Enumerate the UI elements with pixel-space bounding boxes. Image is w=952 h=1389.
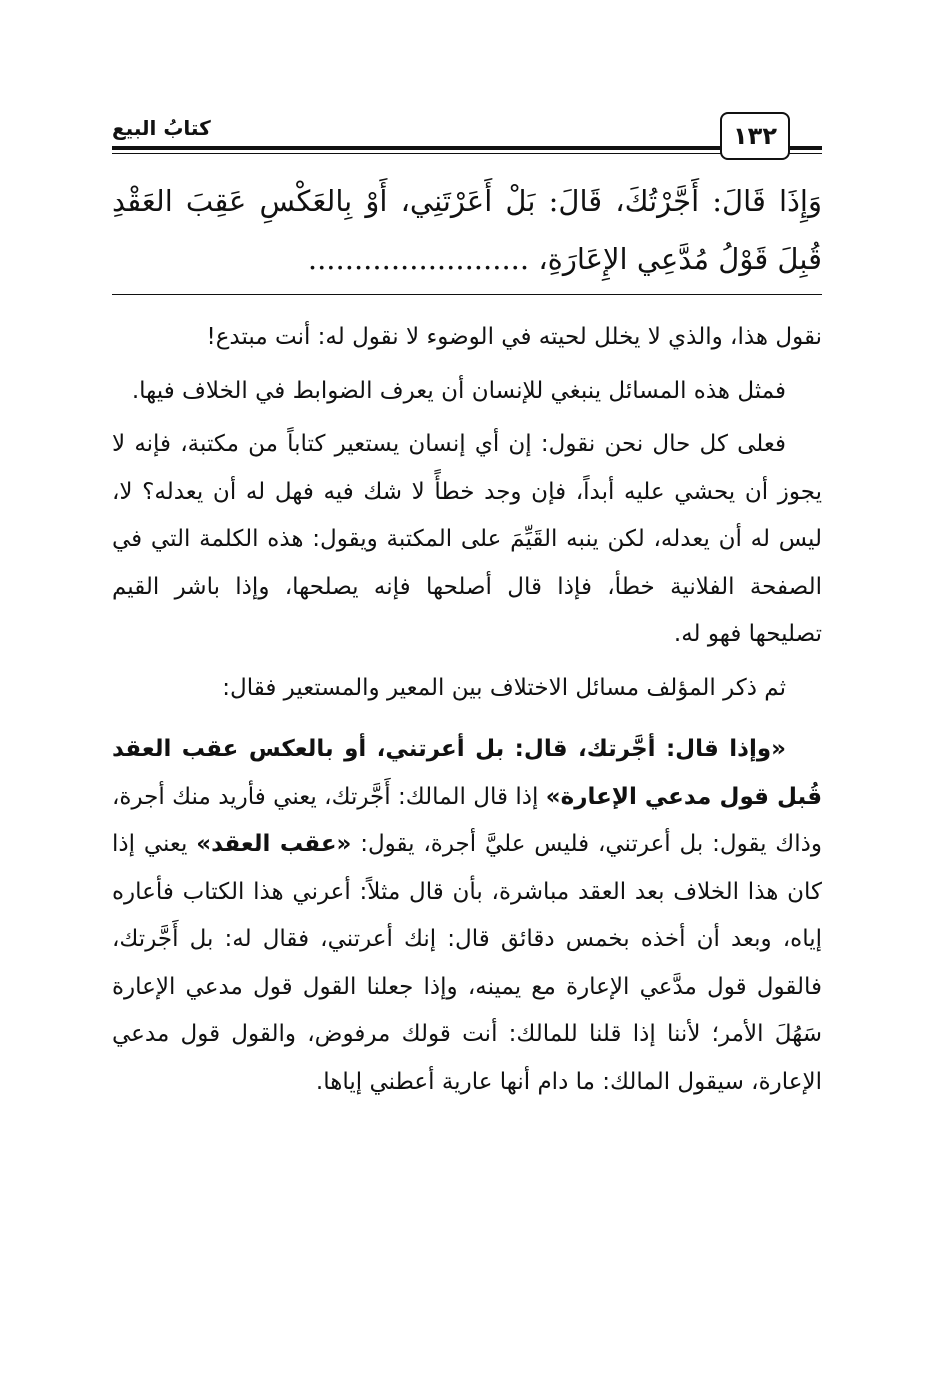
header-rule-thin [112, 153, 822, 154]
commentary [112, 314, 822, 1112]
quoted-matn: «وإذا قال: أجَّرتك، قال: بل أعرتني، أو بالعكس عقب العقد قُبل قول مدعي الإعارة» [112, 736, 823, 810]
header-rule-thick [112, 146, 822, 150]
paragraph: ثم ذكر المؤلف مسائل الاختلاف بين المعير والمستعير فقال: [222, 674, 786, 701]
matn-divider [112, 294, 822, 295]
page-number: ١٣٢ [720, 112, 790, 160]
paragraph-quoted [112, 726, 822, 1106]
paragraph: فعلى كل حال نحن نقول: إن أي إنسان يستعير كتاباً من مكتبة، فإنه لا يجوز أن يحشي عليه أبداً، فإن وجد خطأً لا شك فيه فهل له أن يعدله؟ لا، ليس له أن يعدله، لكن ينبه القَيِّمَ على المكتبة ويقول: هذه الكلمة التي في الصفحة الفلانية خطأ، فإذا قال أصلحها فإنه يصلحها، وإذا باشر القيم تصليحها فهو له. [112, 431, 822, 647]
paragraph: فمثل هذه المسائل ينبغي للإنسان أن يعرف الضوابط في الخلاف فيها. [131, 377, 786, 404]
page-header [112, 112, 822, 162]
explanation: إذا قال المالك: أَجَّرتك، يعني فأريد منك أجرة، وذاك يقول: بل أعرتني، فليس عليَّ أجرة، يقول: [112, 783, 822, 857]
running-title: كتابُ البيع [112, 116, 211, 140]
explanation: يعني إذا كان هذا الخلاف بعد العقد مباشرة، بأن قال مثلاً: أعرني هذا الكتاب فأعاره إياه، وبعد أن أخذه بخمس دقائق قال: إنك أعرتني، فقال له: بل أَجَّرتك، فالقول قول مدَّعي الإعارة مع يمينه، وإذا جعلنا القول قول مدعي الإعارة سَهُلَ الأمر؛ لأننا إذا قلنا للمالك: أنت قولك مرفوض، والقول قول مدعي الإعارة، سيقول المالك: ما دام أنها عارية أعطني إياها. [112, 831, 822, 1095]
paragraph: نقول هذا، والذي لا يخلل لحيته في الوضوء لا نقول له: أنت مبتدع! [206, 324, 822, 350]
quoted-matn: «عقب العقد» [196, 831, 352, 857]
matn-text: وَإِذَا قَالَ: أَجَّرْتُكَ، قَالَ: بَلْ أَعَرْتَنِي، أَوْ بِالعَكْسِ عَقِبَ العَقْدِ قُبِلَ قَوْلُ مُدَّعِي الإِعَارَةِ، ........................ [112, 184, 822, 276]
